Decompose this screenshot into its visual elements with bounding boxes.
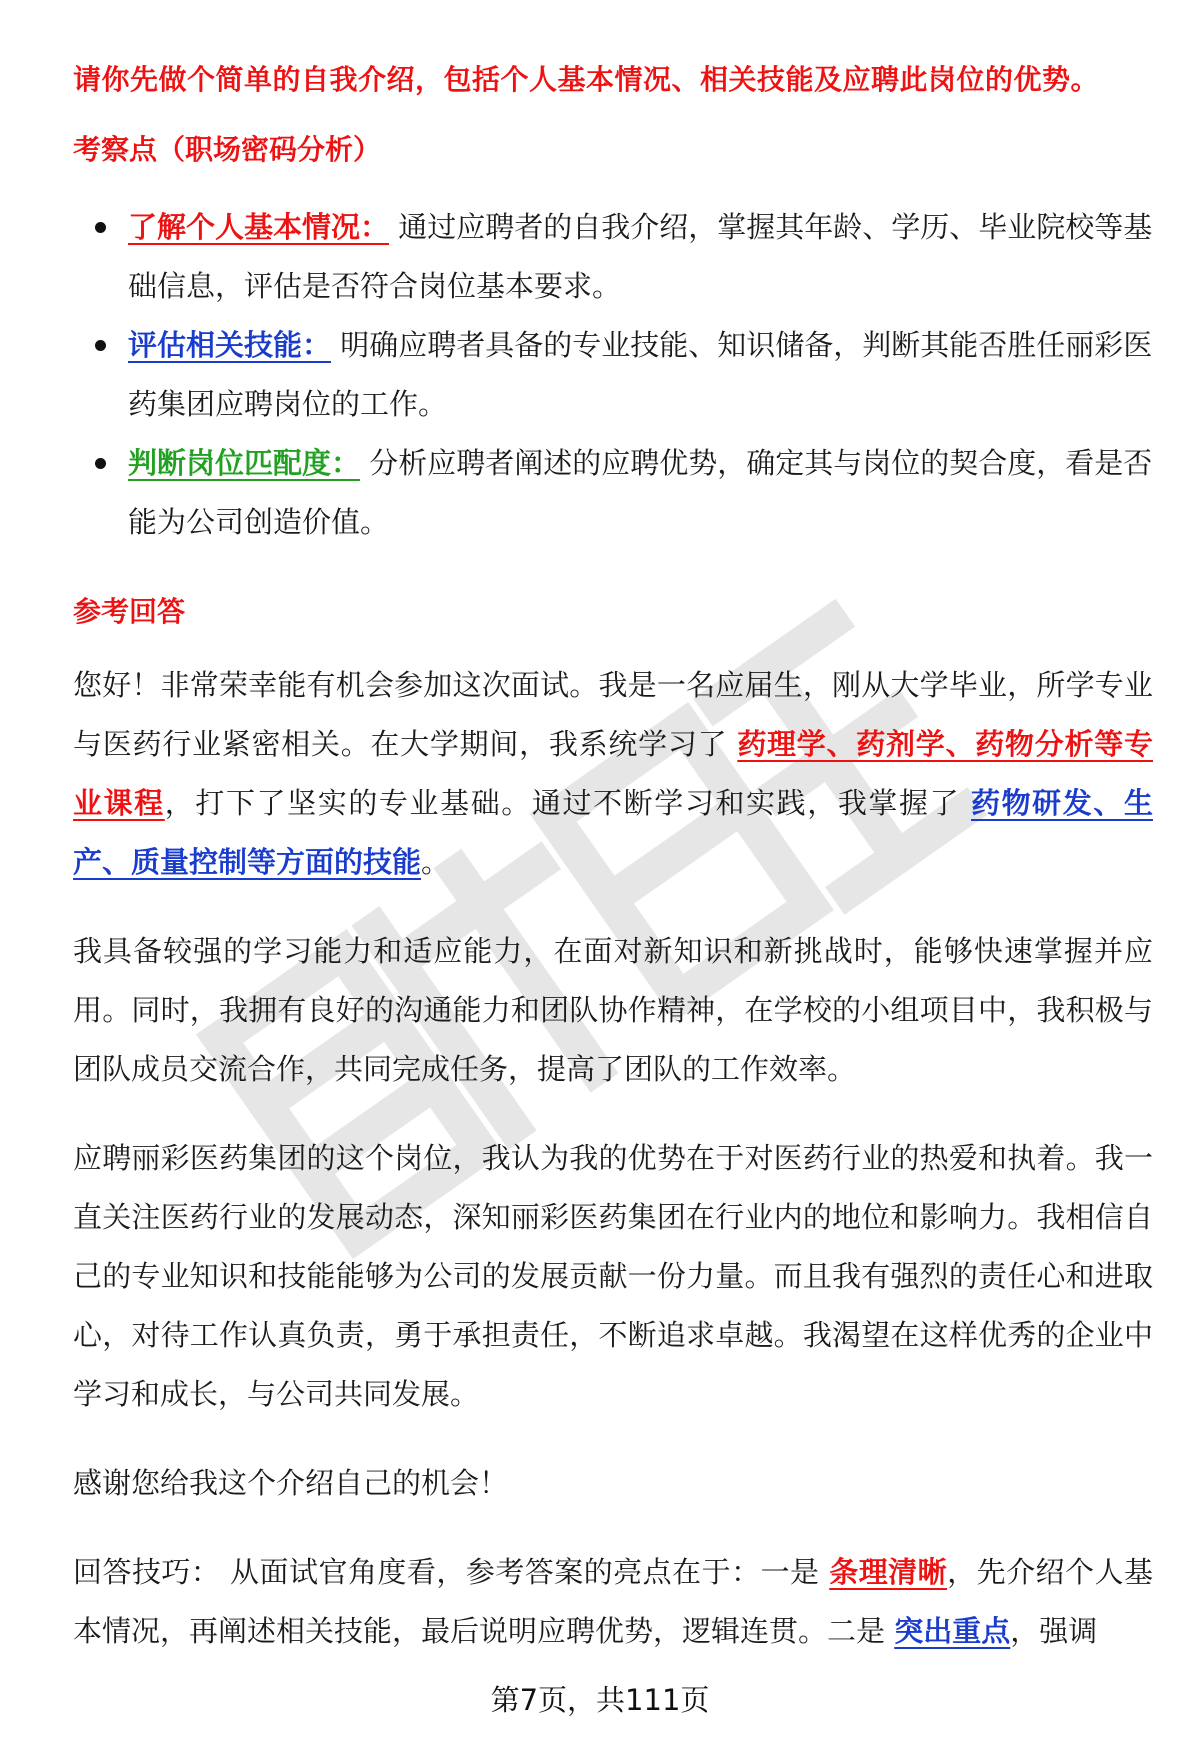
- tips-text: ，先介绍个人基本情况，再阐述相关技能，最后说明应聘优势，逻辑连贯。二是: [73, 1555, 1153, 1648]
- analysis-point: [73, 316, 1153, 434]
- answer-tips: [73, 1543, 1153, 1661]
- document-content: [73, 60, 1153, 1661]
- tips-text: ，强调: [1010, 1614, 1098, 1648]
- page-number-footer: 第7页，共111页: [490, 1683, 710, 1717]
- highlight-clear-structure: 条理清晰: [829, 1555, 948, 1589]
- point-keyword: 评估相关技能：: [128, 328, 332, 362]
- tips-text: 回答技巧： 从面试官角度看，参考答案的亮点在于：一是: [73, 1555, 830, 1589]
- bullet-icon: [95, 458, 106, 469]
- paragraph-text: 。: [421, 845, 451, 879]
- answer-paragraph-3: 应聘丽彩医药集团的这个岗位，我认为我的优势在于对医药行业的热爱和执着。我一直关注医药行业的发展动态，深知丽彩医药集团在行业内的地位和影响力。我相信自己的专业知识和技能能够为公司的发展贡献一份力量。而且我有强烈的责任心和进取心，对待工作认真负责，勇于承担责任，不断追求卓越。我渴望在这样优秀的企业中学习和成长，与公司共同发展。: [73, 1141, 1153, 1411]
- analysis-heading: 考察点（职场密码分析）: [73, 133, 382, 166]
- point-text: 通过应聘者的自我介绍，掌握其年龄、学历、毕业院校等基础信息，评估是否符合岗位基本要求。: [128, 210, 1153, 303]
- point-keyword: 判断岗位匹配度：: [128, 446, 361, 480]
- point-text: 分析应聘者阐述的应聘优势，确定其与岗位的契合度，看是否能为公司创造价值。: [128, 446, 1153, 539]
- highlight-key-points: 突出重点: [894, 1614, 1011, 1648]
- bullet-icon: [95, 222, 106, 233]
- highlight-skills: 药物研发、生产、质量控制等方面的技能: [73, 786, 1153, 879]
- question-title: 请你先做个简单的自我介绍，包括个人基本情况、相关技能及应聘此岗位的优势。: [73, 63, 1100, 96]
- answer-paragraph-1: [73, 656, 1153, 892]
- answer-heading: 参考回答: [73, 595, 186, 628]
- bullet-icon: [95, 340, 106, 351]
- point-keyword: 了解个人基本情况：: [128, 210, 390, 244]
- analysis-point: [73, 434, 1153, 552]
- point-text: 明确应聘者具备的专业技能、知识储备，判断其能否胜任丽彩医药集团应聘岗位的工作。: [128, 328, 1153, 421]
- answer-paragraph-4: 感谢您给我这个介绍自己的机会！: [73, 1466, 509, 1500]
- analysis-point: [73, 198, 1153, 316]
- paragraph-text: ，打下了坚实的专业基础。通过不断学习和实践，我掌握了: [164, 786, 971, 820]
- highlight-courses: 药理学、药剂学、药物分析等专业课程: [73, 727, 1153, 820]
- paragraph-text: 您好！非常荣幸能有机会参加这次面试。我是一名应届生，刚从大学毕业，所学专业与医药行业紧密相关。在大学期间，我系统学习了: [73, 668, 1153, 761]
- analysis-points-list: [73, 198, 1153, 552]
- answer-paragraph-2: 我具备较强的学习能力和适应能力，在面对新知识和新挑战时，能够快速掌握并应用。同时，我拥有良好的沟通能力和团队协作精神，在学校的小组项目中，我积极与团队成员交流合作，共同完成任务，提高了团队的工作效率。: [73, 934, 1153, 1086]
